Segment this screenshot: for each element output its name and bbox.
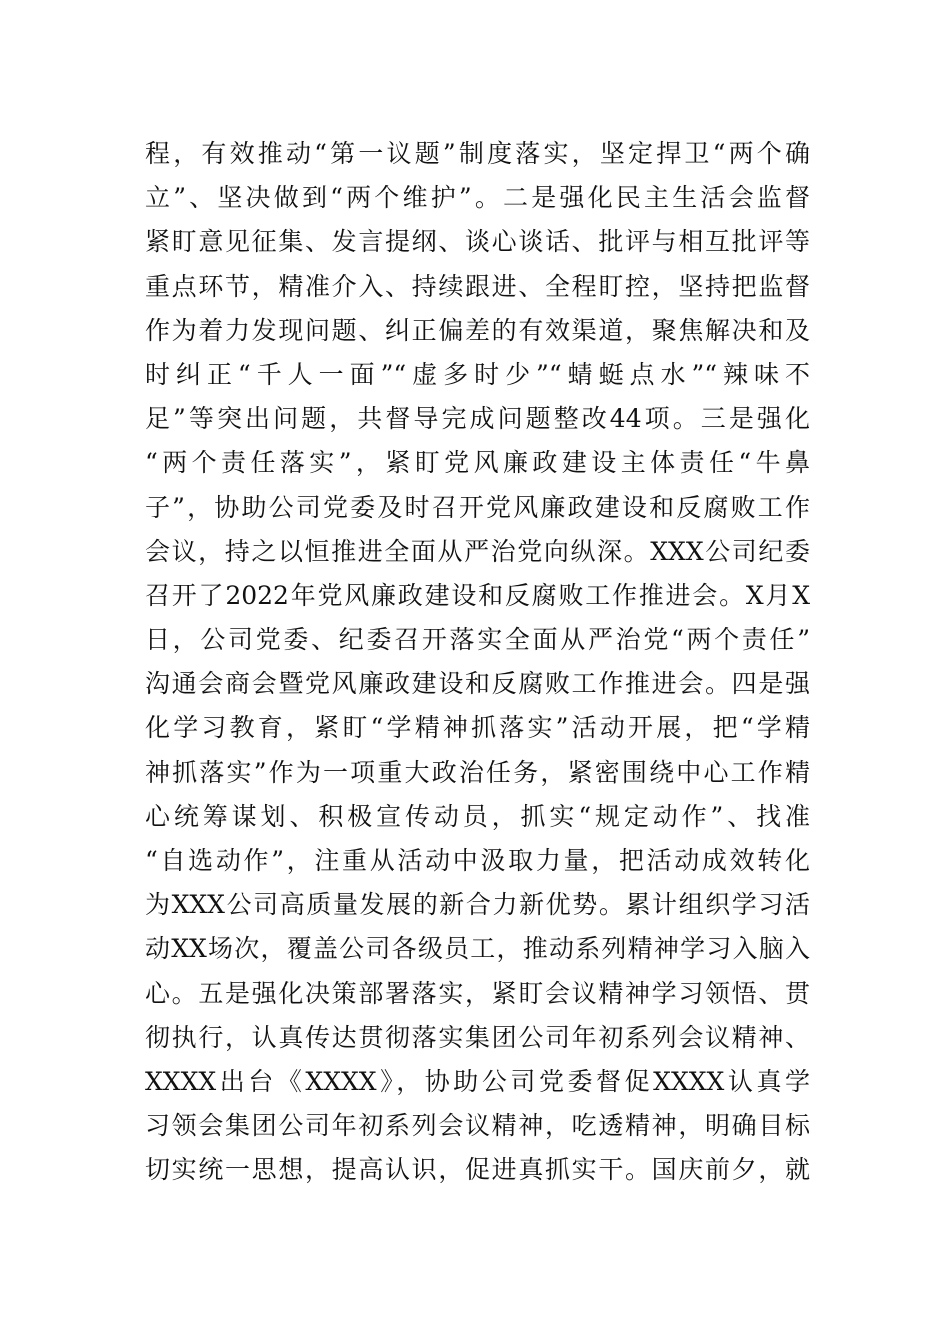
text-line: 彻执行，认真传达贯彻落实集团公司年初系列会议精神、	[145, 1022, 810, 1052]
text-line: 足”等突出问题，共督导完成问题整改44项。三是强化	[145, 404, 810, 434]
text-line: 动XX场次，覆盖公司各级员工，推动系列精神学习入脑入	[145, 934, 810, 964]
body-text	[145, 132, 810, 1193]
text-line: 时纠正“千人一面”“虚多时少”“蜻蜓点水”“辣味不	[145, 359, 810, 389]
text-line: XXXX出台《XXXX》，协助公司党委督促XXXX认真学	[145, 1066, 810, 1096]
text-line: 程，有效推动“第一议题”制度落实，坚定捍卫“两个确	[145, 139, 810, 168]
text-line: 重点环节，精准介入、持续跟进、全程盯控，坚持把监督	[145, 271, 810, 301]
text-line: “自选动作”，注重从活动中汲取力量，把活动成效转化	[145, 846, 810, 875]
text-line: 心统筹谋划、积极宣传动员，抓实“规定动作”、找准	[145, 801, 810, 831]
text-line: 沟通会商会暨党风廉政建设和反腐败工作推进会。四是强	[145, 669, 810, 699]
text-line: 切实统一思想，提高认识，促进真抓实干。国庆前夕，就	[145, 1155, 810, 1185]
text-line: 召开了2022年党风廉政建设和反腐败工作推进会。X月X	[145, 580, 810, 610]
text-line: 日，公司党委、纪委召开落实全面从严治党“两个责任”	[145, 625, 810, 655]
text-line: 立”、坚决做到“两个维护”。二是强化民主生活会监督	[145, 183, 810, 213]
text-line: 会议，持之以恒推进全面从严治党向纵深。XXX公司纪委	[145, 536, 810, 566]
text-line: 化学习教育，紧盯“学精神抓落实”活动开展，把“学精	[145, 713, 810, 743]
text-line: “两个责任落实”，紧盯党风廉政建设主体责任“牛鼻	[145, 448, 810, 478]
text-line: 为XXX公司高质量发展的新合力新优势。累计组织学习活	[145, 890, 810, 920]
text-line: 神抓落实”作为一项重大政治任务，紧密围绕中心工作精	[145, 757, 810, 787]
text-line: 紧盯意见征集、发言提纲、谈心谈话、批评与相互批评等	[145, 227, 810, 257]
text-line: 习领会集团公司年初系列会议精神，吃透精神，明确目标	[145, 1111, 810, 1141]
text-line: 心。五是强化决策部署落实，紧盯会议精神学习领悟、贯	[145, 978, 810, 1008]
text-line: 作为着力发现问题、纠正偏差的有效渠道，聚焦解决和及	[145, 315, 810, 345]
text-line: 子”，协助公司党委及时召开党风廉政建设和反腐败工作	[145, 492, 810, 522]
